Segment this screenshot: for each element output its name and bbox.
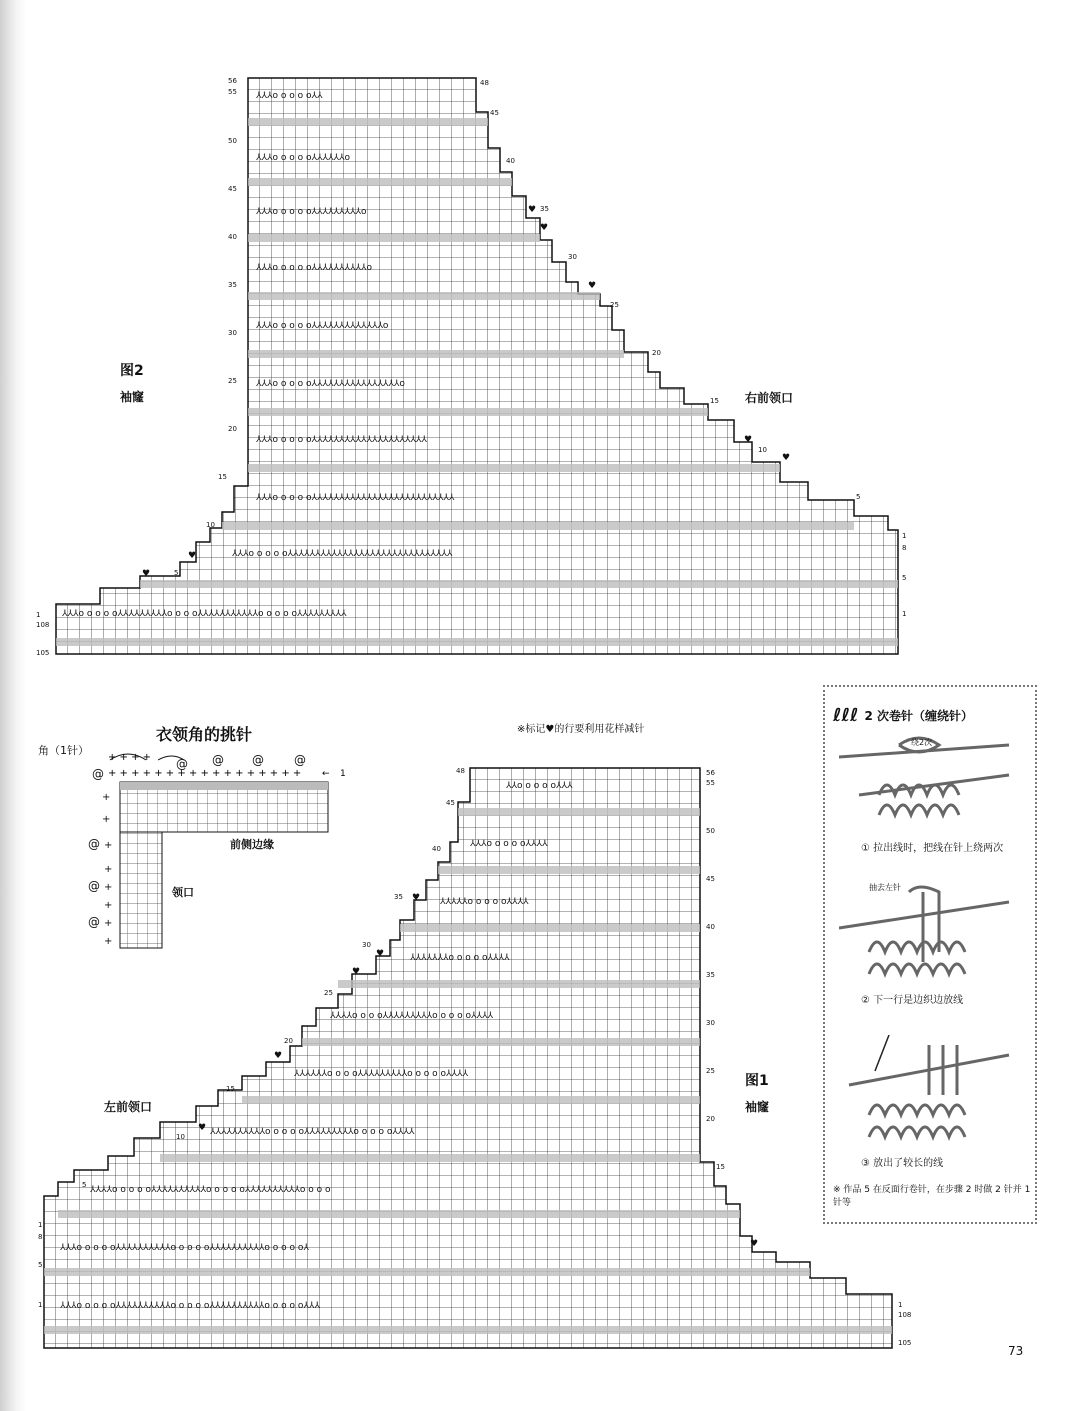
row-label: 45 bbox=[490, 109, 499, 117]
page-number: 73 bbox=[1008, 1344, 1024, 1358]
row-label: 35 bbox=[706, 971, 715, 979]
svg-text:♥: ♥ bbox=[782, 453, 791, 463]
svg-text:⅄⅄⅄o o o o o⅄⅄⅄⅄⅄⅄⅄⅄⅄⅄: ⅄⅄⅄o o o o o⅄⅄⅄⅄⅄⅄⅄⅄⅄⅄⅄⅄⅄⅄⅄⅄⅄⅄⅄⅄⅄⅄⅄⅄⅄⅄ bbox=[256, 493, 455, 503]
row-label: 30 bbox=[228, 329, 237, 337]
svg-text:@: @ bbox=[88, 837, 100, 851]
svg-text:⅄⅄⅄o o o o o⅄⅄: ⅄⅄⅄o o o o o⅄⅄ bbox=[256, 91, 323, 101]
svg-text:⅄⅄⅄⅄⅄⅄⅄⅄⅄⅄o o o o o⅄⅄⅄: ⅄⅄⅄⅄⅄⅄⅄⅄⅄⅄o o o o o⅄⅄⅄⅄⅄⅄⅄⅄⅄o o o o o⅄⅄⅄⅄ bbox=[210, 1127, 415, 1137]
svg-text:⅄⅄⅄o o o o o⅄⅄⅄⅄⅄⅄⅄⅄⅄⅄: ⅄⅄⅄o o o o o⅄⅄⅄⅄⅄⅄⅄⅄⅄⅄o o o o o⅄⅄⅄⅄⅄⅄⅄⅄⅄⅄o o o o o⅄ bbox=[60, 1243, 309, 1253]
figure1-subtitle: 袖窿 bbox=[745, 1100, 770, 1114]
row-label: 50 bbox=[228, 137, 237, 145]
row-label: 15 bbox=[710, 397, 719, 405]
svg-text:♥: ♥ bbox=[412, 893, 421, 903]
svg-text:+: + bbox=[104, 936, 113, 947]
row-label: 56 bbox=[228, 77, 237, 85]
row-label: 40 bbox=[432, 845, 441, 853]
collar-title: 衣领角的挑针 bbox=[156, 725, 253, 744]
step3-caption: ③ 放出了较长的线 bbox=[861, 1158, 944, 1169]
svg-text:⅄⅄⅄o o o o o⅄⅄⅄⅄⅄⅄o: ⅄⅄⅄o o o o o⅄⅄⅄⅄⅄⅄o bbox=[256, 153, 350, 163]
svg-text:⅄⅄⅄⅄⅄o o o o o⅄⅄⅄⅄: ⅄⅄⅄⅄⅄o o o o o⅄⅄⅄⅄ bbox=[440, 897, 529, 907]
row-label: 35 bbox=[540, 205, 549, 213]
figure2-grid bbox=[56, 78, 898, 654]
step1-tag: 绕2次 bbox=[911, 738, 933, 747]
svg-text:@: @ bbox=[92, 767, 104, 781]
svg-text:+ + + + + + + + + + + + + + +: + + + + + + + + + + + + + + + + + bbox=[108, 768, 302, 779]
row-label: 15 bbox=[226, 1085, 235, 1093]
row-label: 25 bbox=[228, 377, 237, 385]
row-label: 1 bbox=[36, 611, 41, 619]
row-label: 105 bbox=[36, 649, 50, 657]
step1-illustration bbox=[839, 735, 1019, 835]
row-label: 30 bbox=[568, 253, 577, 261]
figure2-subtitle: 袖窿 bbox=[120, 390, 145, 404]
row-label: 15 bbox=[716, 1163, 725, 1171]
svg-text:⅄⅄⅄⅄o o o o⅄⅄⅄⅄⅄⅄⅄⅄⅄o: ⅄⅄⅄⅄o o o o⅄⅄⅄⅄⅄⅄⅄⅄⅄o o o o o⅄⅄⅄⅄ bbox=[330, 1011, 494, 1021]
svg-text:+: + bbox=[104, 864, 113, 875]
svg-text:⅄⅄⅄o o o o o⅄⅄⅄⅄⅄⅄⅄⅄⅄⅄: ⅄⅄⅄o o o o o⅄⅄⅄⅄⅄⅄⅄⅄⅄⅄⅄⅄⅄⅄⅄⅄⅄⅄⅄⅄⅄ bbox=[256, 435, 427, 445]
svg-text:⅄⅄⅄⅄⅄⅄o o o o⅄⅄⅄⅄⅄⅄⅄⅄⅄o: ⅄⅄⅄⅄⅄⅄o o o o⅄⅄⅄⅄⅄⅄⅄⅄⅄o o o o o⅄⅄⅄⅄ bbox=[294, 1069, 469, 1079]
svg-text:⅄⅄⅄o o o o o⅄⅄⅄⅄: ⅄⅄⅄o o o o o⅄⅄⅄⅄ bbox=[470, 839, 548, 849]
svg-text:⅄⅄⅄o o o o o⅄⅄⅄⅄⅄⅄⅄⅄⅄⅄: ⅄⅄⅄o o o o o⅄⅄⅄⅄⅄⅄⅄⅄⅄⅄⅄⅄⅄⅄⅄⅄⅄⅄⅄⅄⅄⅄⅄⅄⅄⅄⅄⅄⅄⅄ bbox=[232, 549, 453, 559]
collar-edge-label: 前侧边缘 bbox=[230, 838, 274, 851]
svg-text:⅄⅄⅄o o o o o⅄⅄⅄⅄⅄⅄⅄⅄⅄⅄: ⅄⅄⅄o o o o o⅄⅄⅄⅄⅄⅄⅄⅄⅄⅄o bbox=[256, 263, 372, 273]
svg-text:♥: ♥ bbox=[142, 569, 151, 579]
svg-text:+ + + +: + + + + bbox=[108, 752, 152, 763]
row-label: 25 bbox=[610, 301, 619, 309]
svg-text:♥: ♥ bbox=[540, 223, 549, 233]
row-label: 10 bbox=[176, 1133, 185, 1141]
row-label: 20 bbox=[706, 1115, 715, 1123]
svg-text:@: @ bbox=[252, 753, 264, 767]
svg-text:♥: ♥ bbox=[352, 967, 361, 977]
row-label: 56 bbox=[706, 769, 715, 777]
svg-text:♥: ♥ bbox=[588, 281, 597, 291]
svg-text:+: + bbox=[102, 814, 111, 825]
svg-text:⅄⅄o o o o o⅄⅄⅄: ⅄⅄o o o o o⅄⅄⅄ bbox=[506, 781, 573, 791]
row-label: 20 bbox=[228, 425, 237, 433]
row-label: 20 bbox=[284, 1037, 293, 1045]
svg-text:+: + bbox=[102, 792, 111, 803]
svg-text:♥: ♥ bbox=[750, 1239, 759, 1249]
step2-illustration bbox=[839, 882, 1019, 992]
row-label: 35 bbox=[394, 893, 403, 901]
svg-text:@: @ bbox=[212, 753, 224, 767]
wrap-stitch-panel bbox=[823, 685, 1037, 1224]
figure1-title: 图1 bbox=[745, 1073, 769, 1089]
figure2-chart bbox=[0, 0, 1080, 680]
figure2-neck-label: 右前领口 bbox=[745, 391, 794, 405]
svg-text:♥: ♥ bbox=[744, 435, 753, 445]
svg-text:⅄⅄⅄o o o o o⅄⅄⅄⅄⅄⅄⅄⅄⅄⅄: ⅄⅄⅄o o o o o⅄⅄⅄⅄⅄⅄⅄⅄⅄⅄⅄⅄⅄⅄⅄⅄o bbox=[256, 379, 405, 389]
row-label: 20 bbox=[652, 349, 661, 357]
svg-text:⅄⅄⅄o o o o o⅄⅄⅄⅄⅄⅄⅄⅄⅄⅄: ⅄⅄⅄o o o o o⅄⅄⅄⅄⅄⅄⅄⅄⅄⅄⅄⅄⅄o bbox=[256, 321, 389, 331]
row-label: 55 bbox=[706, 779, 715, 787]
row-label: 10 bbox=[758, 446, 767, 454]
svg-text:@: @ bbox=[294, 753, 306, 767]
row-label: 1 bbox=[902, 532, 907, 540]
svg-text:+: + bbox=[104, 918, 113, 929]
row-label: 5 bbox=[902, 574, 907, 582]
row-label: 15 bbox=[218, 473, 227, 481]
row-label: 45 bbox=[446, 799, 455, 807]
row-label: 55 bbox=[228, 88, 237, 96]
step2-caption: ② 下一行是边织边放线 bbox=[861, 995, 964, 1006]
row-label: 108 bbox=[36, 621, 50, 629]
svg-text:⅄⅄⅄o o o o o⅄⅄⅄⅄⅄⅄⅄⅄⅄o: ⅄⅄⅄o o o o o⅄⅄⅄⅄⅄⅄⅄⅄⅄o bbox=[256, 207, 367, 217]
svg-text:♥: ♥ bbox=[528, 205, 537, 215]
row-label: 25 bbox=[706, 1067, 715, 1075]
wrap-stitch-note: ※ 作品 5 在反面行卷针，在步骤 2 时做 2 针并 1 针等 bbox=[833, 1185, 1031, 1208]
figure1-grid bbox=[44, 768, 892, 1348]
svg-text:⅄⅄⅄⅄⅄⅄⅄o o o o o⅄⅄⅄⅄: ⅄⅄⅄⅄⅄⅄⅄o o o o o⅄⅄⅄⅄ bbox=[410, 953, 510, 963]
svg-text:♥: ♥ bbox=[274, 1051, 283, 1061]
row-label: 1 bbox=[902, 610, 907, 618]
collar-row-marker: 1 bbox=[340, 769, 346, 779]
svg-text:♥: ♥ bbox=[198, 1123, 207, 1133]
row-label: 1 bbox=[38, 1301, 43, 1309]
collar-neck-label: 领口 bbox=[172, 886, 194, 899]
wrap-stitch-header bbox=[833, 705, 973, 726]
step3-illustration bbox=[839, 1035, 1019, 1155]
figure2-title: 图2 bbox=[120, 363, 144, 379]
svg-text:+: + bbox=[104, 900, 113, 911]
step1-caption: ① 拉出线时，把线在针上绕两次 bbox=[861, 843, 1004, 854]
row-label: 40 bbox=[506, 157, 515, 165]
row-label: 48 bbox=[456, 767, 465, 775]
svg-text:@: @ bbox=[176, 757, 188, 771]
svg-text:@: @ bbox=[88, 879, 100, 893]
figure1-neck-label: 左前领口 bbox=[104, 1100, 153, 1114]
svg-text:⅄⅄⅄o o o o o⅄⅄⅄⅄⅄⅄⅄⅄⅄o: ⅄⅄⅄o o o o o⅄⅄⅄⅄⅄⅄⅄⅄⅄o o o o⅄⅄⅄⅄⅄⅄⅄⅄⅄⅄⅄o o o o o⅄⅄⅄⅄⅄⅄⅄⅄⅄ bbox=[62, 609, 347, 619]
row-label: 25 bbox=[324, 989, 333, 997]
svg-text:⅄⅄⅄⅄o o o o o⅄⅄⅄⅄⅄⅄⅄⅄⅄: ⅄⅄⅄⅄o o o o o⅄⅄⅄⅄⅄⅄⅄⅄⅄⅄o o o o o⅄⅄⅄⅄⅄⅄⅄⅄⅄⅄o o o o bbox=[90, 1185, 331, 1195]
row-label: 1 bbox=[898, 1301, 903, 1309]
row-label: 10 bbox=[206, 521, 215, 529]
row-label: 5 bbox=[82, 1181, 87, 1189]
row-label: 8 bbox=[902, 544, 907, 552]
row-label: 30 bbox=[706, 1019, 715, 1027]
wrap-spiral-icon: ℓℓℓ bbox=[833, 705, 859, 726]
svg-text:@: @ bbox=[88, 915, 100, 929]
row-label: 108 bbox=[898, 1311, 912, 1319]
svg-text:⅄⅄⅄o o o o o⅄⅄⅄⅄⅄⅄⅄⅄⅄⅄: ⅄⅄⅄o o o o o⅄⅄⅄⅄⅄⅄⅄⅄⅄⅄o o o o o⅄⅄⅄⅄⅄⅄⅄⅄⅄⅄o o o o o⅄⅄⅄ bbox=[60, 1301, 320, 1311]
row-label: 5 bbox=[174, 569, 179, 577]
row-label: 1 bbox=[38, 1221, 43, 1229]
row-label: 45 bbox=[228, 185, 237, 193]
row-label: 5 bbox=[38, 1261, 43, 1269]
row-label: 50 bbox=[706, 827, 715, 835]
row-label: 40 bbox=[706, 923, 715, 931]
collar-corner-label: 角（1针） bbox=[38, 744, 89, 757]
row-label: 30 bbox=[362, 941, 371, 949]
wrap-stitch-title: 2 次卷针（缠绕针） bbox=[864, 709, 974, 723]
row-label: 45 bbox=[706, 875, 715, 883]
svg-text:←: ← bbox=[322, 769, 330, 779]
step2-tag: 抽去左针 bbox=[869, 883, 901, 892]
svg-text:+: + bbox=[104, 882, 113, 893]
svg-text:♥: ♥ bbox=[376, 949, 385, 959]
row-label: 5 bbox=[856, 493, 861, 501]
heart-note: ※标记♥的行要利用花样减针 bbox=[517, 724, 645, 735]
row-label: 48 bbox=[480, 79, 489, 87]
row-label: 35 bbox=[228, 281, 237, 289]
row-label: 40 bbox=[228, 233, 237, 241]
row-label: 105 bbox=[898, 1339, 912, 1347]
svg-text:+: + bbox=[104, 840, 113, 851]
svg-text:♥: ♥ bbox=[188, 551, 197, 561]
row-label: 8 bbox=[38, 1233, 43, 1241]
